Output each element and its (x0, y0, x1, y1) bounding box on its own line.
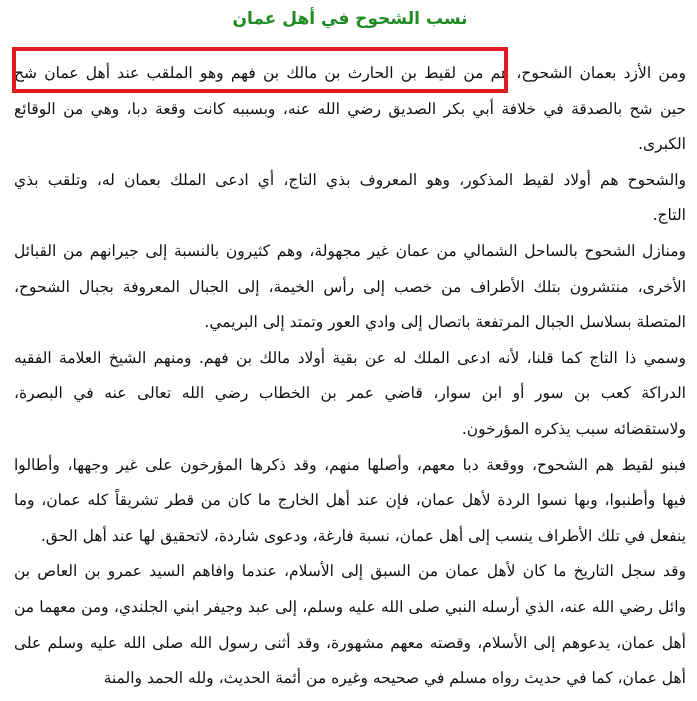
text-line: الكبرى. (638, 135, 686, 154)
text-line: أهل عمان، كما في حديث رواه مسلم في صحيحه وغيره من أئمة الحديث، ولله الحمد والمنة (103, 669, 686, 688)
text-line: والشحوح هم أولاد لقيط المذكور، وهو المعروف بذي التاج، أي ادعى الملك بعمان له، وتلقب بذي (14, 170, 686, 189)
text-line: أهل عمان، يدعوهم إلى الأسلام، وقصته معهم مشهورة، وقد أثنى رسول الله صلى الله عليه وسلم على (14, 633, 686, 652)
text-line: ينفعل في تلك الأطراف ينسب إلى أهل عمان، نسبة فارغة، ودعوى شاردة، لاتحقيق لها عند أهل الحق. (40, 526, 686, 545)
text-line: فيها وأطنبوا، وبها نسوا الردة لأهل عمان، فإن عند أهل الخارج ما كان من قطر تشريقاً كله عمان، وما (14, 491, 686, 510)
text-line: الأخرى، منتشرون بتلك الأطراف من خصب إلى رأس الخيمة، إلى الجبال المعروفة بجبال الشحوح، (14, 277, 686, 296)
text-line: ومنازل الشحوح بالساحل الشمالي من عمان غير مجهولة، وهم كثيرون بالنسبة إلى جيرانهم من القبائل (14, 241, 686, 260)
text-line: ولاستقضائه سبب يذكره المؤرخون. (461, 419, 686, 438)
text-line: الدراكة كعب بن سور أو ابن سوار، قاضي عمر بن الخطاب رضي الله تعالى عنه في البصرة، (14, 384, 686, 403)
text-line: المتصلة بسلاسل الجبال المرتفعة باتصال إلى وادي العور وتمتد إلى البريمي. (204, 313, 686, 332)
text-line: حين شح بالصدقة في خلافة أبي بكر الصديق رضي الله عنه، وبسببه كانت وقعة دبا، وهي من الوقائع (14, 99, 686, 118)
text-line: التاج. (652, 206, 686, 225)
text-line: وائل رضي الله عنه، الذي أرسله النبي صلى الله عليه وسلم، إلى عبد وجيفر ابني الجلندي، ومن معهما من (14, 597, 686, 616)
document-body (14, 56, 686, 697)
text-line: وسمي ذا التاج كما قلنا، لأنه ادعى الملك له عن بقية أولاد مالك بن فهم. ومنهم الشيخ العلامة الفقيه (14, 348, 686, 367)
document-page (14, 0, 686, 701)
text-line: ومن الأزد بعمان الشحوح، هم من لقيط بن الحارث بن مالك بن فهم وهو الملقب عند أهل عمان شح (14, 64, 686, 82)
document-title: نسب الشحوح في أهل عمان (232, 9, 468, 29)
text-line: وقد سجل التاريخ ما كان لأهل عمان من السبق إلى الأسلام، عندما وافاهم السيد عمرو بن العاص بن (14, 562, 686, 581)
text-line: فبنو لقيط هم الشحوح، ووقعة دبا معهم، وأصلها منهم، وقد ذكرها المؤرخون على غير وجهها، وأطالوا (14, 455, 686, 474)
